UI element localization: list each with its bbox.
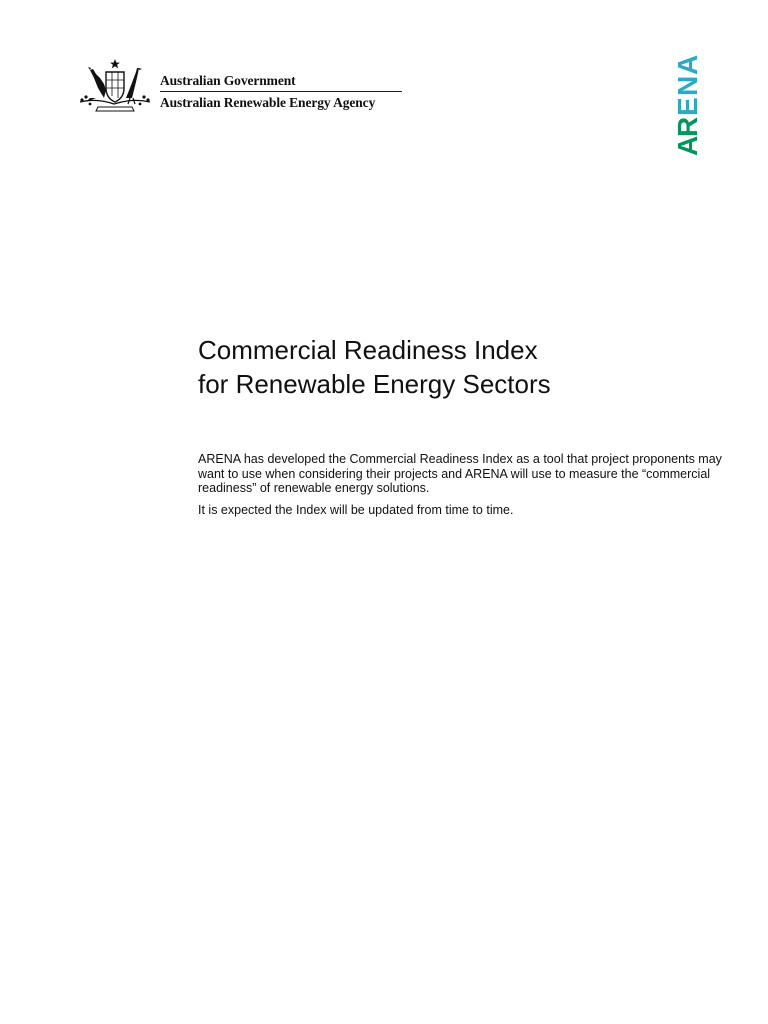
update-note: It is expected the Index will be updated from time to time. bbox=[198, 503, 514, 517]
government-name: Australian Government bbox=[160, 73, 296, 88]
arena-logo-letter-r: R bbox=[672, 116, 703, 137]
arena-logo-letter-e: E bbox=[672, 97, 703, 116]
agency-name: Australian Renewable Energy Agency bbox=[160, 95, 376, 110]
arena-logo bbox=[670, 48, 704, 158]
document-title-line-1: Commercial Readiness Index bbox=[198, 335, 538, 365]
document-title-line-2: for Renewable Energy Sectors bbox=[198, 369, 551, 399]
document-title bbox=[198, 333, 698, 401]
government-banner bbox=[160, 72, 402, 111]
arena-logo-letter-a: A bbox=[672, 54, 703, 75]
intro-paragraph: ARENA has developed the Commercial Readiness Index as a tool that project proponents may want to use when considering their projects and ARENA will use to measure the “commercial readiness” of renewable energy solutions. bbox=[198, 452, 722, 496]
banner-divider bbox=[160, 91, 402, 92]
arena-logo-letter-a: A bbox=[672, 135, 703, 156]
arena-logo-text bbox=[672, 55, 703, 156]
coat-of-arms-icon bbox=[76, 58, 154, 114]
arena-logo-letter-n: N bbox=[672, 75, 703, 96]
